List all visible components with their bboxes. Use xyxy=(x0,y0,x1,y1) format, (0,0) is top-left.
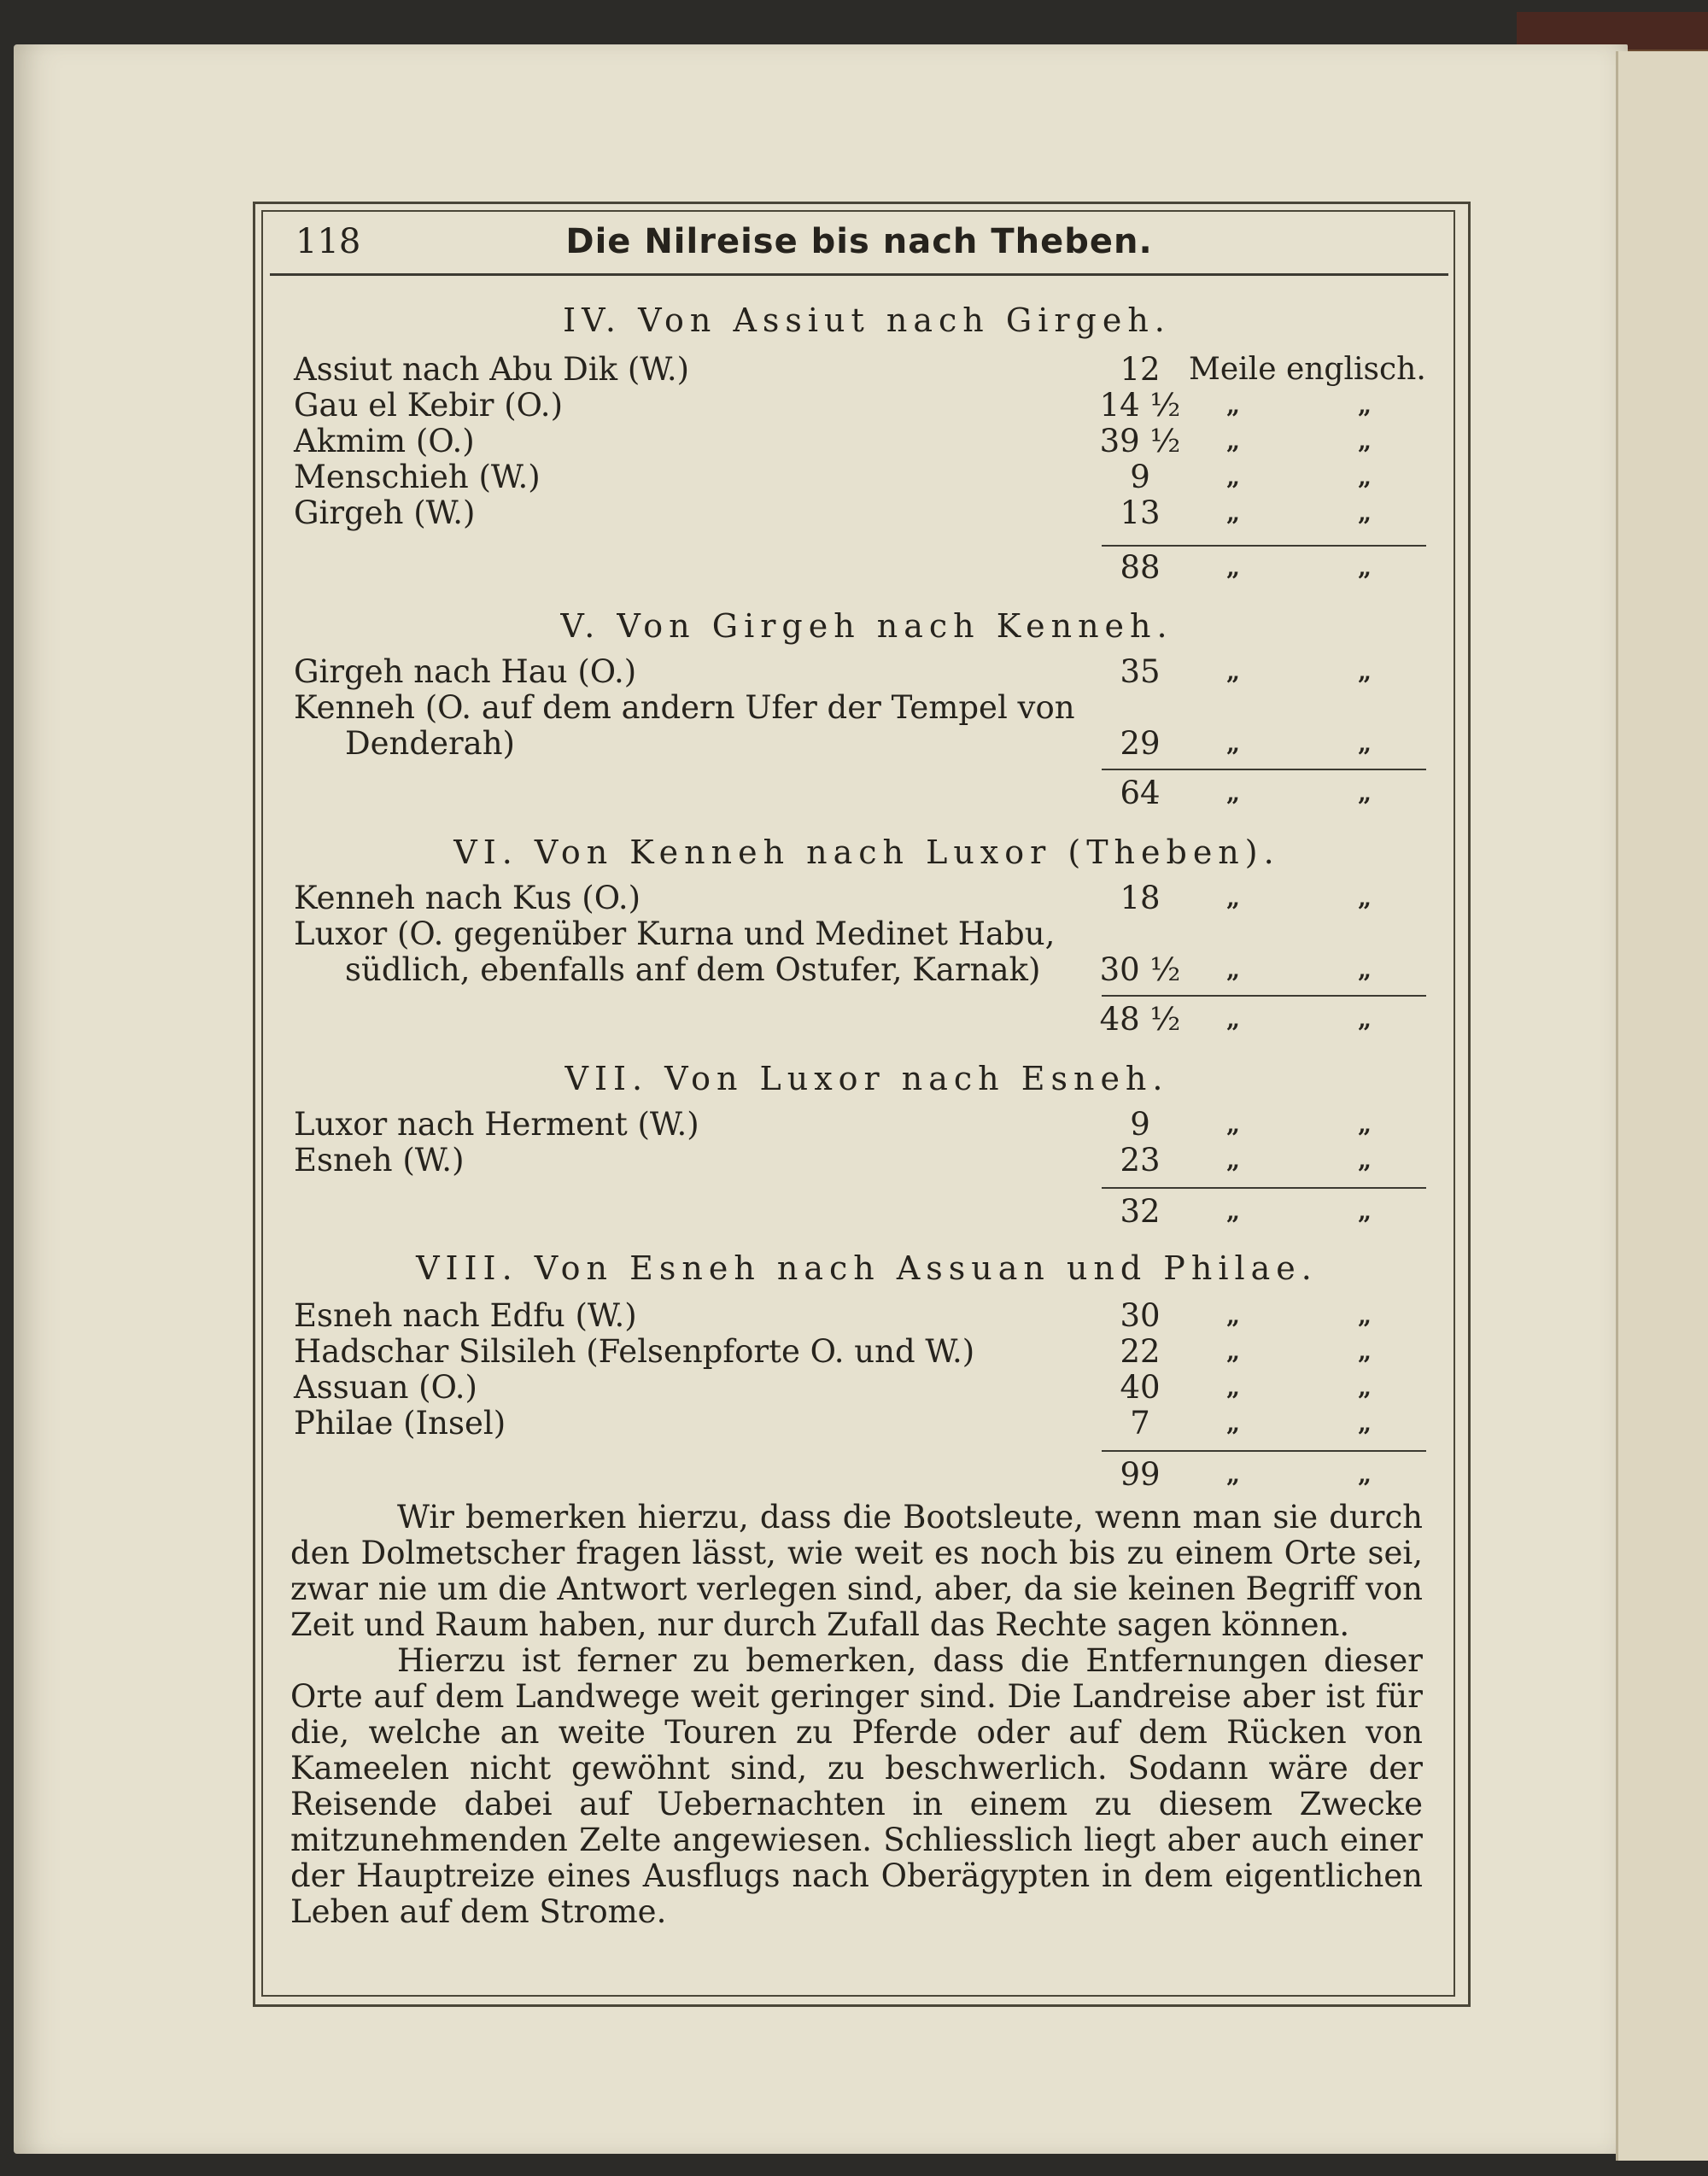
ditto-mark: „ xyxy=(1358,658,1372,686)
section-heading: V. Von Girgeh nach Kenneh. xyxy=(560,607,1173,645)
section-heading: VI. Von Kenneh nach Luxor (Theben). xyxy=(453,834,1280,871)
ditto-mark: „ xyxy=(1226,1409,1241,1437)
sum-rule xyxy=(1102,1187,1426,1189)
total-value: 99 xyxy=(1120,1456,1161,1493)
place-name: Menschieh (W.) xyxy=(294,459,541,495)
distance-row xyxy=(282,424,1452,459)
total-value: 48 ½ xyxy=(1099,1001,1181,1038)
place-name: Girgeh nach Hau (O.) xyxy=(294,653,637,690)
ditto-mark: „ xyxy=(1358,1337,1372,1366)
mile-value: 7 xyxy=(1130,1405,1150,1442)
mile-value: 29 xyxy=(1120,725,1161,762)
paragraph: Wir bemerken hierzu, dass die Bootsleute, wenn man sie durch den Dolmetscher fragen lässt, wie weit es noch bis zu einem Orte sei, zwar nie um die Antwort verlegen sind, aber, da sie keinen Begriff von Zeit und Raum haben, nur durch Zufall das Rechte sagen können. xyxy=(290,1499,1423,1643)
mile-value: 9 xyxy=(1130,1106,1150,1143)
mile-value: 9 xyxy=(1130,459,1150,495)
place-name: Hadschar Silsileh (Felsenpforte O. und W.) xyxy=(294,1333,975,1370)
total-row xyxy=(282,775,1452,811)
sum-rule xyxy=(1102,1450,1426,1452)
distance-row xyxy=(282,495,1452,531)
place-name: Assuan (O.) xyxy=(294,1369,477,1406)
section-heading: VII. Von Luxor nach Esneh. xyxy=(564,1060,1169,1097)
facing-page-edge xyxy=(1616,51,1708,2161)
mile-value: 13 xyxy=(1120,494,1161,531)
mile-value: 40 xyxy=(1120,1369,1161,1406)
distance-row xyxy=(282,880,1452,916)
page-number: 118 xyxy=(295,222,361,261)
ditto-mark: „ xyxy=(1358,427,1372,455)
total-row xyxy=(282,1194,1452,1230)
ditto-mark: „ xyxy=(1358,1110,1372,1138)
distance-row xyxy=(282,726,1452,762)
ditto-mark: „ xyxy=(1358,1302,1372,1330)
sum-rule xyxy=(1102,545,1426,547)
distance-row xyxy=(282,916,1452,952)
sum-rule xyxy=(1102,769,1426,770)
ditto-mark: „ xyxy=(1358,1373,1372,1401)
ditto-mark: „ xyxy=(1226,1373,1241,1401)
running-head xyxy=(270,219,1448,276)
ditto-mark: „ xyxy=(1358,553,1372,582)
mile-value: 14 ½ xyxy=(1099,387,1181,424)
distance-row xyxy=(282,1406,1452,1442)
ditto-mark: „ xyxy=(1226,779,1241,807)
total-row xyxy=(282,550,1452,586)
ditto-mark: „ xyxy=(1226,658,1241,686)
page-title: Die Nilreise bis nach Theben. xyxy=(565,222,1153,261)
place-name: südlich, ebenfalls anf dem Ostufer, Karnak) xyxy=(345,951,1041,988)
place-name: Denderah) xyxy=(345,725,515,762)
ditto-mark: „ xyxy=(1226,553,1241,582)
ditto-mark: „ xyxy=(1226,1197,1241,1225)
mile-value: 35 xyxy=(1120,653,1161,690)
ditto-mark: „ xyxy=(1358,729,1372,758)
place-name: Esneh nach Edfu (W.) xyxy=(294,1297,637,1334)
ditto-mark: „ xyxy=(1226,1110,1241,1138)
distance-row xyxy=(282,1107,1452,1143)
mile-value: 30 ½ xyxy=(1099,951,1181,988)
place-name: Kenneh (O. auf dem andern Ufer der Tempel von xyxy=(294,689,1075,726)
distance-row xyxy=(282,459,1452,495)
ditto-mark: „ xyxy=(1358,499,1372,527)
paragraph: Hierzu ist ferner zu bemerken, dass die Entfernungen dieser Orte auf dem Landwege weit geringer sind. Die Landreise aber ist für die, welche an weite Touren zu Pferde oder auf dem Rücken von Kameelen nicht gewöhnt sind, zu beschwerlich. Sodann wäre der Reisende dabei auf Uebernachten in einem zu diesem Zwecke mitzunehmenden Zelte angewiesen. Schliesslich liegt aber auch einer der Hauptreize eines Ausflugs nach Oberägypten in dem eigentlichen Leben auf dem Strome. xyxy=(290,1642,1423,1930)
ditto-mark: „ xyxy=(1358,884,1372,912)
place-name: Girgeh (W.) xyxy=(294,494,476,531)
ditto-mark: „ xyxy=(1226,884,1241,912)
ditto-mark: „ xyxy=(1358,1005,1372,1033)
place-name: Akmim (O.) xyxy=(294,423,475,459)
total-row xyxy=(282,1457,1452,1493)
ditto-mark: „ xyxy=(1358,463,1372,491)
place-name: Kenneh nach Kus (O.) xyxy=(294,880,641,916)
total-value: 64 xyxy=(1120,775,1161,811)
distance-row xyxy=(282,690,1452,726)
ditto-mark: „ xyxy=(1226,499,1241,527)
ditto-mark: „ xyxy=(1226,1146,1241,1174)
place-name: Luxor nach Herment (W.) xyxy=(294,1106,699,1143)
ditto-mark: „ xyxy=(1226,956,1241,984)
unit-label: Meile englisch. xyxy=(1189,352,1426,387)
total-value: 88 xyxy=(1120,549,1161,586)
ditto-mark: „ xyxy=(1358,1460,1372,1489)
body-text xyxy=(290,1500,1423,1930)
mile-value: 12 xyxy=(1120,351,1161,388)
place-name: Philae (Insel) xyxy=(294,1405,506,1442)
distance-row xyxy=(282,1334,1452,1370)
mile-value: 22 xyxy=(1120,1333,1161,1370)
ditto-mark: „ xyxy=(1358,1197,1372,1225)
mile-value: 23 xyxy=(1120,1142,1161,1179)
mile-value: 39 ½ xyxy=(1099,423,1181,459)
ditto-mark: „ xyxy=(1226,1302,1241,1330)
ditto-mark: „ xyxy=(1358,1409,1372,1437)
distance-row xyxy=(282,352,1452,388)
mile-value: 18 xyxy=(1120,880,1161,916)
place-name: Gau el Kebir (O.) xyxy=(294,387,564,424)
total-row xyxy=(282,1002,1452,1038)
place-name: Assiut nach Abu Dik (W.) xyxy=(294,351,690,388)
section-heading: IV. Von Assiut nach Girgeh. xyxy=(563,301,1171,339)
ditto-mark: „ xyxy=(1226,729,1241,758)
distance-row xyxy=(282,1143,1452,1179)
ditto-mark: „ xyxy=(1226,1460,1241,1489)
distance-row xyxy=(282,952,1452,988)
sum-rule xyxy=(1102,995,1426,997)
ditto-mark: „ xyxy=(1226,463,1241,491)
ditto-mark: „ xyxy=(1358,779,1372,807)
total-value: 32 xyxy=(1120,1193,1161,1230)
place-name: Esneh (W.) xyxy=(294,1142,465,1179)
ditto-mark: „ xyxy=(1226,427,1241,455)
ditto-mark: „ xyxy=(1358,391,1372,419)
ditto-mark: „ xyxy=(1226,1005,1241,1033)
ditto-mark: „ xyxy=(1358,1146,1372,1174)
distance-row xyxy=(282,1298,1452,1334)
ditto-mark: „ xyxy=(1358,956,1372,984)
ditto-mark: „ xyxy=(1226,391,1241,419)
section-heading: VIII. Von Esneh nach Assuan und Philae. xyxy=(416,1249,1318,1287)
ditto-mark: „ xyxy=(1226,1337,1241,1366)
place-name: Luxor (O. gegenüber Kurna und Medinet Habu, xyxy=(294,915,1056,952)
distance-row xyxy=(282,654,1452,690)
distance-row xyxy=(282,1370,1452,1406)
mile-value: 30 xyxy=(1120,1297,1161,1334)
distance-row xyxy=(282,388,1452,424)
